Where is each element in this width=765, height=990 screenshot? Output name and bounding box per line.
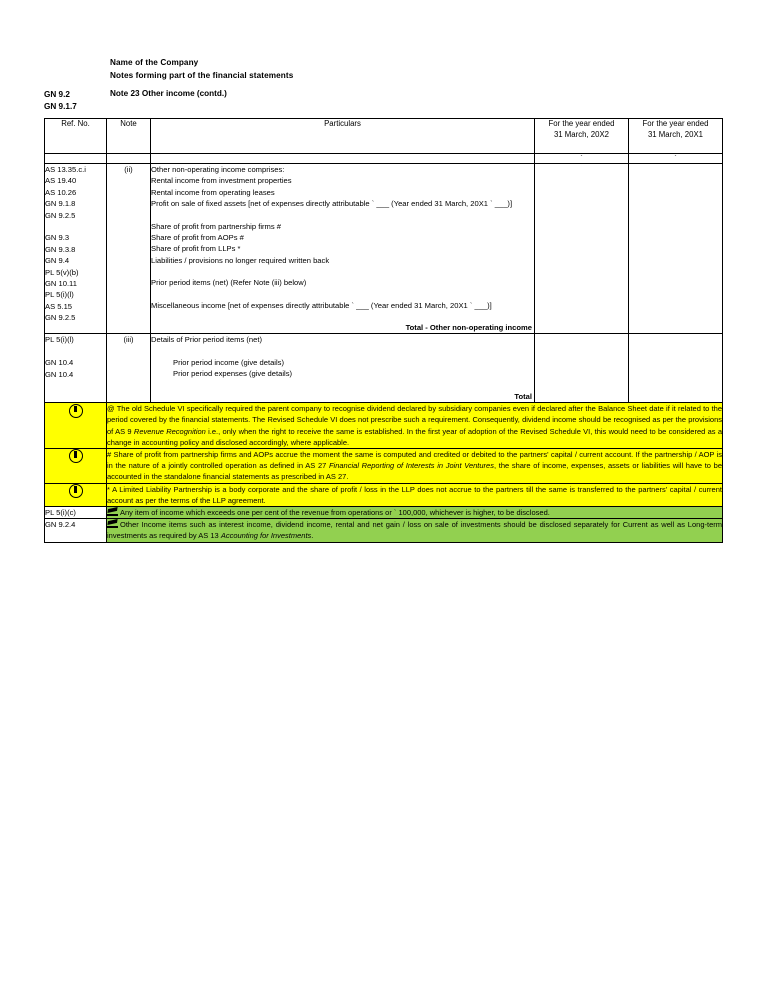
caution-icon-cell xyxy=(45,448,107,483)
note-title: Note 23 Other income (contd.) xyxy=(110,89,227,98)
document-header xyxy=(110,56,293,82)
gn-ref-2: GN 9.1.7 xyxy=(44,102,77,111)
footnote-text-star xyxy=(107,483,723,506)
total-label-other-non-operating-income: Total - Other non-operating income xyxy=(405,323,532,333)
ref-line: AS 5.15 xyxy=(45,301,73,311)
note-cell-ii: (ii) xyxy=(107,164,151,334)
footnote-ref-label-one-percent: PL 5(i)(c) xyxy=(45,506,107,518)
gn-ref-1: GN 9.2 xyxy=(44,90,70,99)
ref-line: AS 10.26 xyxy=(45,187,77,197)
footnote-seg: * A Limited Liability Partnership is a body corporate and the share of profit / loss in the LLP does not accrue to the partners till the same is transferred to the partners' capital / current account as per the terms of the LLP agreement. xyxy=(107,484,722,505)
ref-line: AS 13.35.c.i xyxy=(45,165,86,174)
pen-icon xyxy=(107,507,118,516)
col-header-particulars: Particulars xyxy=(151,119,535,154)
particulars-heading: Details of Prior period items (net) xyxy=(151,335,262,345)
year-previous-line1: For the year ended xyxy=(642,119,709,128)
value-previous-ii xyxy=(629,164,723,334)
footnote-row-one-percent xyxy=(45,506,723,518)
currency-spacer-particulars xyxy=(151,154,535,164)
footnote-text-other-income xyxy=(107,519,723,542)
currency-symbol-previous: ` xyxy=(629,154,723,164)
footnote-row-star xyxy=(45,483,723,506)
particulars-item: Share of profit from partnership firms # xyxy=(151,221,281,231)
notes-subtitle: Notes forming part of the financial statements xyxy=(110,71,294,80)
footnote-text-one-percent xyxy=(107,506,723,518)
currency-symbol-current: ` xyxy=(535,154,629,164)
particulars-cell-iii xyxy=(151,334,535,403)
particulars-cell-ii xyxy=(151,164,535,334)
footnote-seg: i.e., only when the right to receive the same is established. In the first year of adoption of the Revised Schedule VI, this would need to be considered as a change in accounting policy and disclosed accordingly, where applicable. xyxy=(107,426,722,447)
particulars-item: Profit on sale of fixed assets [net of expenses directly attributable ` ___ (Year ended 31 March, 20X1 ` ___)] xyxy=(151,199,513,209)
ref-line: GN 9.3 xyxy=(45,233,70,243)
particulars-item: Rental income from investment properties xyxy=(151,176,292,186)
spacer xyxy=(151,346,534,357)
table-row-other-non-operating-income xyxy=(45,164,723,334)
ref-no-cell-ii xyxy=(45,164,107,334)
caution-icon xyxy=(69,449,83,463)
company-name: Name of the Company xyxy=(110,58,199,67)
caution-icon xyxy=(69,484,83,498)
ref-line: GN 9.2.5 xyxy=(45,210,76,220)
footnote-seg-italic: Accounting for Investments xyxy=(220,531,312,541)
particulars-item: Prior period expenses (give details) xyxy=(173,369,293,379)
year-current-line1: For the year ended xyxy=(548,119,615,128)
other-income-table xyxy=(44,118,723,543)
footnote-seg: Other Income items such as interest income, dividend income, rental and net gain / loss on sale of investments should be disclosed separately for Current as well as Long-term investments as required by AS 13 xyxy=(107,520,722,541)
footnote-text-hash xyxy=(107,448,723,483)
value-previous-iii xyxy=(629,334,723,403)
footnote-ref-label-other-income: GN 9.2.4 xyxy=(45,519,107,542)
footnote-seg: , the share of income, expenses, assets or liabilities will have to be accounted in the standalone financial statements as prescribed in AS 27. xyxy=(107,461,722,482)
spacer xyxy=(151,311,534,322)
footnote-seg: . xyxy=(311,531,314,541)
particulars-heading: Other non-operating income comprises: xyxy=(151,165,285,174)
particulars-item: Prior period income (give details) xyxy=(173,357,284,367)
total-label-prior-period: Total xyxy=(514,391,532,401)
ref-line: GN 9.4 xyxy=(45,256,70,266)
particulars-item: Share of profit from LLPs * xyxy=(151,244,241,254)
particulars-item: Miscellaneous income [net of expenses directly attributable ` ___ (Year ended 31 March, 20X1 ` ___)] xyxy=(151,300,492,310)
ref-line: PL 5(i)(l) xyxy=(45,335,74,345)
ref-line: GN 9.2.5 xyxy=(45,313,76,323)
particulars-item: Rental income from operating leases xyxy=(151,187,275,197)
ref-line-spacer xyxy=(45,221,106,232)
spacer xyxy=(151,380,534,391)
value-current-ii xyxy=(535,164,629,334)
ref-line-spacer xyxy=(45,346,106,357)
footnote-seg: @ The old Schedule VI specifically required the parent company to recognise dividend declared by subsidiary companies even if declared after the Balance Sheet date if it related to the period covered by the financial statements. The Revised Schedule VI does not prescribe such a requirement. Consequently, dividend income should be recognised as per the provisions of AS 9 xyxy=(107,404,722,436)
spacer xyxy=(151,266,534,277)
footnote-seg-italic: Revenue Recognition xyxy=(133,426,206,436)
footnote-seg: Any item of income which exceeds one per cent of the revenue from operations or ` 100,000, whichever is higher, to be disclosed. xyxy=(120,507,550,517)
ref-line: GN 10.4 xyxy=(45,358,74,368)
currency-spacer-ref xyxy=(45,154,107,164)
ref-line: AS 19.40 xyxy=(45,176,77,186)
caution-icon-cell xyxy=(45,403,107,449)
currency-symbol-row xyxy=(45,154,723,164)
particulars-item: Liabilities / provisions no longer required written back xyxy=(151,255,330,265)
footnote-seg-italic: Financial Reporting of Interests in Joint Ventures xyxy=(328,461,494,471)
table-header-row xyxy=(45,119,723,154)
footnote-seg: # Share of profit from partnership firms and AOPs accrue the moment the same is computed and credited or debited to the partners' capital / current account. If the partnership / AOP is in the nature of a jointly controlled operation as defined in AS 27 xyxy=(107,449,722,471)
footnote-text-at xyxy=(107,403,723,449)
spacer xyxy=(151,289,534,300)
value-current-iii xyxy=(535,334,629,403)
guidance-note-refs xyxy=(44,89,77,113)
ref-line: PL 5(i)(l) xyxy=(45,290,74,300)
caution-icon xyxy=(69,404,83,418)
footnote-row-hash xyxy=(45,448,723,483)
col-header-ref-no: Ref. No. xyxy=(45,119,107,154)
ref-line: PL 5(v)(b) xyxy=(45,267,79,277)
particulars-item: Share of profit from AOPs # xyxy=(151,233,244,243)
ref-line: GN 9.1.8 xyxy=(45,199,76,209)
footnote-row-at xyxy=(45,403,723,449)
particulars-item: Prior period items (net) (Refer Note (iii) below) xyxy=(151,278,307,288)
pen-icon xyxy=(107,519,118,528)
ref-no-cell-iii xyxy=(45,334,107,403)
ref-line: GN 10.11 xyxy=(45,279,77,289)
col-header-year-previous xyxy=(629,119,723,154)
spacer xyxy=(151,210,534,221)
col-header-year-current xyxy=(535,119,629,154)
footnote-row-other-income xyxy=(45,519,723,542)
table-row-prior-period-items xyxy=(45,334,723,403)
year-current-line2: 31 March, 20X2 xyxy=(553,129,610,139)
caution-icon-cell xyxy=(45,483,107,506)
note-cell-iii: (iii) xyxy=(107,334,151,403)
year-previous-line2: 31 March, 20X1 xyxy=(647,129,704,139)
ref-line: GN 9.3.8 xyxy=(45,244,76,254)
col-header-note: Note xyxy=(107,119,151,154)
currency-spacer-note xyxy=(107,154,151,164)
ref-line: GN 10.4 xyxy=(45,369,74,379)
